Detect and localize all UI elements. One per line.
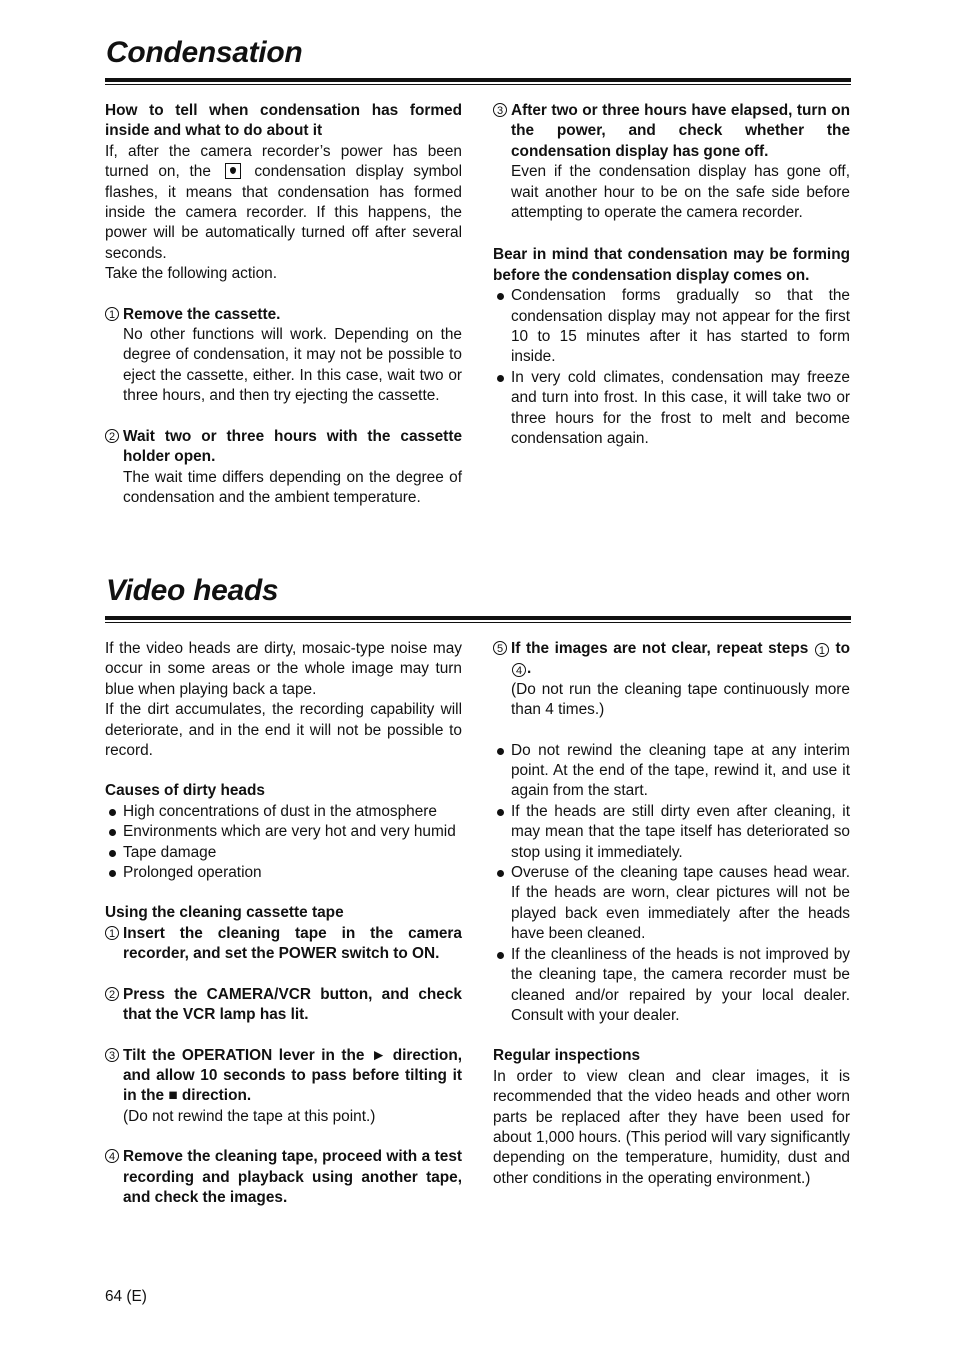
condensation-heading: How to tell when condensation has formed inside and what to do about it bbox=[105, 102, 462, 140]
step-title: After two or three hours have elapsed, turn on the power, and check whether the condensation display has gone off. bbox=[511, 102, 850, 160]
page-number: 64 (E) bbox=[105, 1288, 147, 1305]
list-item: Condensation forms gradually so that the condensation display may not appear for the first 10 to 15 minutes after it has started to form inside. bbox=[493, 286, 850, 368]
step-number: 5 bbox=[493, 641, 507, 655]
condensation-intro: If, after the camera recorder’s power has been turned on, the condensation display symbol flashes, it means that condensation has formed inside the camera recorder. If this happens, the power will be automatically turned off after several seconds. bbox=[105, 142, 463, 262]
step-title: Tilt the OPERATION lever in the ► direction, and allow 10 seconds to pass before tilting it in the ■ direction. bbox=[123, 1046, 462, 1105]
step-number: 2 bbox=[105, 429, 119, 443]
video-heads-right-column bbox=[493, 639, 850, 1189]
section-title-condensation: Condensation bbox=[106, 36, 303, 69]
cleaning-step-3 bbox=[105, 1046, 462, 1128]
step-number: 4 bbox=[105, 1149, 119, 1163]
bullet-icon bbox=[109, 870, 116, 877]
condensation-step-1 bbox=[105, 305, 462, 407]
video-heads-left-column bbox=[105, 639, 462, 1208]
step-number: 1 bbox=[105, 307, 119, 321]
causes-heading: Causes of dirty heads bbox=[105, 782, 265, 800]
cleaning-step-2 bbox=[105, 985, 462, 1026]
video-heads-intro-1: If the video heads are dirty, mosaic-type noise may occur in some areas or the whole image may turn blue when playing back a tape. bbox=[105, 640, 462, 698]
regular-inspections-body: In order to view clean and clear images, it is recommended that the video heads and other worn parts be replaced after they have been used for about 1,000 hours. (This period will vary significantly depending on the temperature, humidity, dust and other conditions in the operating environment.) bbox=[493, 1067, 850, 1187]
bullet-icon bbox=[497, 952, 504, 959]
video-heads-intro-2: If the dirt accumulates, the recording capability will deteriorate, and in the end it will not be possible to record. bbox=[105, 701, 462, 760]
step-number: 2 bbox=[105, 987, 119, 1001]
step-title: Insert the cleaning tape in the camera recorder, and set the POWER switch to ON. bbox=[123, 924, 462, 963]
condensation-left-column bbox=[105, 101, 462, 508]
take-action-text: Take the following action. bbox=[105, 265, 277, 283]
step-number: 1 bbox=[105, 926, 119, 940]
list-item: Do not rewind the cleaning tape at any interim point. At the end of the tape, rewind it, and use it again from the start. bbox=[493, 741, 850, 802]
step-body: Even if the condensation display has gone off, wait another hour to be on the safe side before attempting to operate the camera recorder. bbox=[511, 163, 850, 222]
step-title: Remove the cassette. bbox=[123, 305, 281, 323]
list-item: If the heads are still dirty even after cleaning, it may mean that the tape itself has deteriorated so stop using it immediately. bbox=[493, 802, 850, 863]
bullet-icon bbox=[109, 829, 116, 836]
step-number: 3 bbox=[105, 1048, 119, 1062]
bear-in-mind-heading: Bear in mind that condensation may be forming before the condensation display comes on. bbox=[493, 246, 850, 284]
step-body: (Do not run the cleaning tape continuously more than 4 times.) bbox=[511, 680, 850, 719]
section-title-video-heads: Video heads bbox=[106, 574, 279, 607]
bullet-icon bbox=[497, 870, 504, 877]
condensation-step-3 bbox=[493, 101, 850, 223]
bullet-icon bbox=[497, 375, 504, 382]
bullet-icon bbox=[497, 293, 504, 300]
cleaning-step-4 bbox=[105, 1147, 462, 1208]
cleaning-step-5 bbox=[493, 639, 850, 721]
list-item: In very cold climates, condensation may freeze and turn into frost. In this case, it will take two or three hours for the frost to melt and become condensation again. bbox=[493, 368, 850, 450]
list-item: Environments which are very hot and very humid bbox=[105, 822, 462, 842]
cleaning-step-1 bbox=[105, 924, 462, 965]
step-reference: 4 bbox=[512, 663, 526, 677]
bullet-icon bbox=[109, 850, 116, 857]
bullet-icon bbox=[497, 809, 504, 816]
step-body: The wait time differs depending on the degree of condensation and the ambient temperature. bbox=[123, 468, 462, 506]
step-title: Wait two or three hours with the cassette holder open. bbox=[123, 427, 462, 466]
section-rule bbox=[105, 78, 851, 85]
section-rule bbox=[105, 616, 851, 623]
list-item: Overuse of the cleaning tape causes head wear. If the heads are worn, clear pictures will not be played back even immediately after the heads have been cleaned. bbox=[493, 863, 850, 945]
condensation-right-column bbox=[493, 101, 850, 450]
bullet-icon bbox=[109, 809, 116, 816]
step-reference: 1 bbox=[815, 643, 829, 657]
list-item: Tape damage bbox=[105, 843, 462, 863]
water-drop-icon bbox=[225, 163, 241, 179]
step-title: Remove the cleaning tape, proceed with a test recording and playback using another tape, and check the images. bbox=[123, 1148, 462, 1206]
step-number: 3 bbox=[493, 103, 507, 117]
list-item: Prolonged operation bbox=[105, 863, 462, 883]
bullet-icon bbox=[497, 748, 504, 755]
list-item: High concentrations of dust in the atmosphere bbox=[105, 802, 462, 822]
step-body: No other functions will work. Depending on the degree of condensation, it may not be possible to eject the cassette, either. In this case, wait two or three hours, and then try ejecting the cassette. bbox=[123, 326, 462, 405]
step-title: Press the CAMERA/VCR button, and check that the VCR lamp has lit. bbox=[123, 985, 462, 1024]
step-body: (Do not rewind the tape at this point.) bbox=[123, 1107, 376, 1125]
list-item: If the cleanliness of the heads is not improved by the cleaning tape, the camera recorder must be cleaned and/or repaired by your local dealer. Consult with your dealer. bbox=[493, 945, 850, 1027]
condensation-step-2 bbox=[105, 427, 462, 509]
using-cleaning-tape-heading: Using the cleaning cassette tape bbox=[105, 904, 344, 922]
step-title: If the images are not clear, repeat steps 1 to 4 . bbox=[511, 640, 850, 678]
regular-inspections-heading: Regular inspections bbox=[493, 1047, 641, 1065]
